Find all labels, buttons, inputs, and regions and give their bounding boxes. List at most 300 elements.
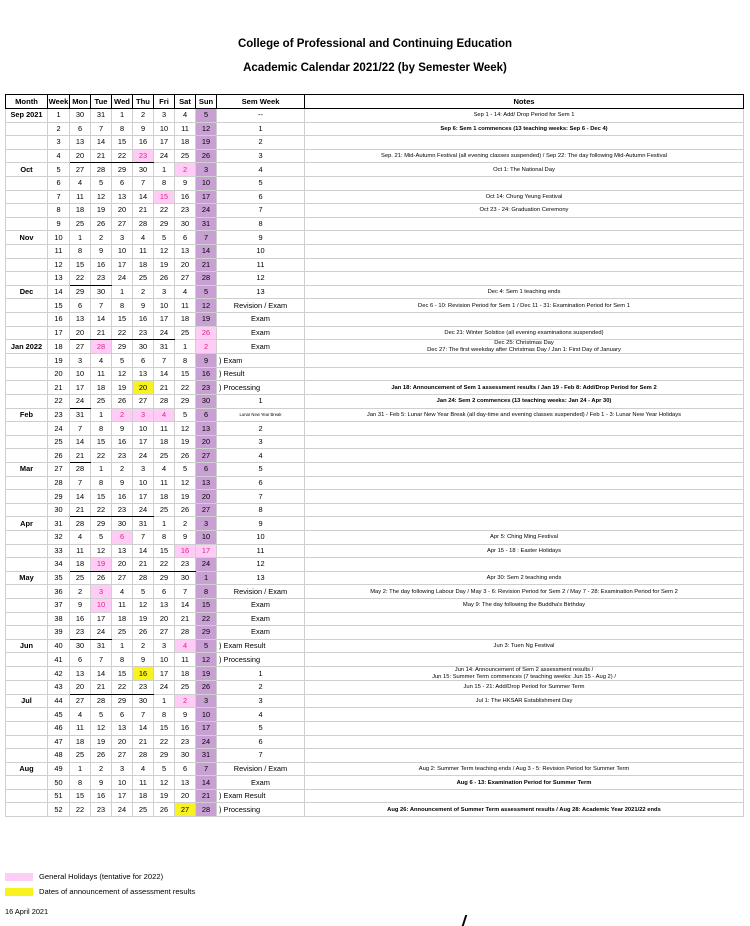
note-cell: Jan 31 - Feb 5: Lunar New Year Break (all day-time and evening classes suspended) / Feb 1 - 3: Lunar New Year Holidays: [305, 408, 744, 422]
day-cell: 25: [70, 217, 91, 231]
day-cell: 25: [175, 681, 196, 695]
day-cell: 29: [91, 517, 112, 531]
result-swatch: [5, 888, 33, 896]
day-cell: 17: [91, 612, 112, 626]
day-cell: 24: [112, 803, 133, 817]
week-cell: 43: [48, 681, 70, 695]
day-cell: 4: [133, 762, 154, 776]
day-cell: 7: [133, 531, 154, 545]
day-cell: 29: [70, 285, 91, 299]
day-cell: 15: [91, 435, 112, 449]
note-cell: Aug 6 - 13: Examination Period for Summer Term: [305, 776, 744, 790]
day-cell: 22: [154, 204, 175, 218]
month-cell: [6, 721, 48, 735]
day-cell: 9: [175, 531, 196, 545]
sem-week-cell: 4: [217, 449, 305, 463]
day-cell: 20: [70, 149, 91, 163]
day-cell: 7: [196, 231, 217, 245]
sem-week-cell: 1: [217, 122, 305, 136]
day-cell: 13: [196, 422, 217, 436]
day-cell: 1: [175, 340, 196, 354]
calendar-row: [6, 666, 744, 680]
day-cell: 6: [112, 708, 133, 722]
day-cell: 22: [154, 558, 175, 572]
day-cell: 31: [91, 639, 112, 653]
day-cell: 23: [175, 558, 196, 572]
sem-week-cell: 10: [217, 531, 305, 545]
day-cell: 7: [133, 176, 154, 190]
day-cell: 3: [154, 109, 175, 123]
calendar-row: [6, 312, 744, 326]
calendar-row: [6, 149, 744, 163]
day-cell: 18: [70, 735, 91, 749]
note-cell: [305, 449, 744, 463]
sem-week-cell: Exam: [217, 326, 305, 340]
week-cell: 3: [48, 136, 70, 150]
day-cell: 28: [196, 803, 217, 817]
note-cell: Jun 15 - 21: Add/Drop Period for Summer Term: [305, 681, 744, 695]
day-cell: 11: [91, 367, 112, 381]
day-cell: 6: [175, 762, 196, 776]
sem-week-cell: 12: [217, 558, 305, 572]
note-cell: Jun 14: Announcement of Sem 2 assessment results / Jun 15: Summer Term commences (7 teaching weeks: Jun 15 - Aug 2) /: [305, 666, 744, 680]
page-subtitle: Academic Calendar 2021/22 (by Semester Week): [243, 62, 507, 74]
sem-week-cell: 9: [217, 517, 305, 531]
day-cell: 11: [70, 544, 91, 558]
day-cell: 11: [133, 776, 154, 790]
calendar-row: [6, 272, 744, 286]
calendar-row: [6, 190, 744, 204]
day-cell: 25: [175, 326, 196, 340]
day-cell: 14: [196, 244, 217, 258]
issue-date: 16 April 2021: [5, 907, 49, 916]
day-cell: 27: [154, 626, 175, 640]
calendar-row: [6, 776, 744, 790]
day-cell: 16: [133, 136, 154, 150]
day-cell: 6: [112, 176, 133, 190]
day-cell: 12: [175, 476, 196, 490]
day-cell: 17: [133, 435, 154, 449]
calendar-row: [6, 517, 744, 531]
month-cell: Jan 2022: [6, 340, 48, 354]
day-cell: 1: [112, 109, 133, 123]
week-cell: 52: [48, 803, 70, 817]
day-cell: 18: [133, 789, 154, 803]
day-cell: 9: [133, 122, 154, 136]
day-cell: 1: [91, 463, 112, 477]
day-cell: 31: [196, 749, 217, 763]
day-cell: 11: [154, 476, 175, 490]
day-cell: 9: [175, 708, 196, 722]
sem-week-cell: 11: [217, 544, 305, 558]
sem-week-cell: 2: [217, 136, 305, 150]
month-cell: [6, 435, 48, 449]
day-cell: 30: [112, 517, 133, 531]
day-cell: 14: [175, 598, 196, 612]
day-cell: 2: [133, 109, 154, 123]
day-cell: 23: [91, 803, 112, 817]
day-cell: 18: [175, 136, 196, 150]
day-cell: 1: [154, 163, 175, 177]
day-cell: 6: [70, 653, 91, 667]
day-cell: 3: [70, 354, 91, 368]
day-cell: 26: [91, 749, 112, 763]
month-cell: [6, 422, 48, 436]
day-cell: 11: [175, 653, 196, 667]
day-cell: 20: [133, 381, 154, 395]
day-cell: 2: [133, 639, 154, 653]
day-cell: 25: [154, 503, 175, 517]
day-cell: 19: [196, 312, 217, 326]
page-title: College of Professional and Continuing Education: [237, 38, 513, 50]
calendar-row: [6, 708, 744, 722]
day-cell: 20: [175, 258, 196, 272]
day-cell: 21: [91, 149, 112, 163]
day-cell: 30: [91, 285, 112, 299]
day-cell: 22: [91, 503, 112, 517]
note-cell: Aug 26: Announcement of Summer Term assessment results / Aug 28: Academic Year 2021/22 ends: [305, 803, 744, 817]
note-cell: [305, 435, 744, 449]
calendar-row: [6, 136, 744, 150]
sem-week-cell: 5: [217, 721, 305, 735]
day-cell: 31: [196, 217, 217, 231]
day-cell: 5: [175, 408, 196, 422]
week-cell: 40: [48, 639, 70, 653]
day-cell: 15: [70, 789, 91, 803]
day-cell: 21: [91, 326, 112, 340]
month-cell: [6, 367, 48, 381]
day-cell: 27: [112, 571, 133, 585]
day-cell: 25: [112, 626, 133, 640]
calendar-row: [6, 531, 744, 545]
day-cell: 9: [91, 776, 112, 790]
day-cell: 3: [154, 285, 175, 299]
calendar-row: [6, 789, 744, 803]
note-cell: Dec 4: Sem 1 teaching ends: [305, 285, 744, 299]
header-row: [6, 95, 744, 109]
day-cell: 22: [112, 149, 133, 163]
day-cell: 9: [91, 244, 112, 258]
day-cell: 7: [91, 299, 112, 313]
note-cell: [305, 708, 744, 722]
week-cell: 46: [48, 721, 70, 735]
day-cell: 10: [133, 422, 154, 436]
day-cell: 7: [91, 653, 112, 667]
day-cell: 5: [91, 708, 112, 722]
day-cell: 28: [70, 463, 91, 477]
day-cell: 2: [112, 408, 133, 422]
sem-week-cell: 12: [217, 272, 305, 286]
day-cell: 19: [91, 204, 112, 218]
day-cell: 21: [133, 558, 154, 572]
week-cell: 12: [48, 258, 70, 272]
day-cell: 27: [133, 395, 154, 409]
note-cell: [305, 612, 744, 626]
calendar-row: [6, 231, 744, 245]
day-cell: 9: [133, 653, 154, 667]
day-cell: 13: [112, 190, 133, 204]
day-cell: 16: [175, 721, 196, 735]
day-cell: 10: [133, 476, 154, 490]
day-cell: 6: [175, 231, 196, 245]
day-cell: 22: [196, 612, 217, 626]
calendar-row: [6, 381, 744, 395]
month-cell: [6, 681, 48, 695]
day-cell: 3: [133, 463, 154, 477]
calendar-row: [6, 571, 744, 585]
day-cell: 24: [133, 503, 154, 517]
day-cell: 9: [70, 598, 91, 612]
day-cell: 17: [70, 381, 91, 395]
calendar-row: [6, 395, 744, 409]
day-cell: 5: [91, 531, 112, 545]
day-cell: 23: [91, 272, 112, 286]
sem-week-cell: 5: [217, 176, 305, 190]
note-cell: Dec 6 - 10: Revision Period for Sem 1 / Dec 11 - 31: Examination Period for Sem 1: [305, 299, 744, 313]
day-cell: 4: [154, 408, 175, 422]
day-cell: 1: [91, 408, 112, 422]
day-cell: 13: [112, 544, 133, 558]
sem-week-cell: 8: [217, 217, 305, 231]
month-cell: [6, 735, 48, 749]
day-cell: 30: [175, 571, 196, 585]
note-cell: Apr 15 - 18 : Easter Holidays: [305, 544, 744, 558]
day-cell: 5: [196, 639, 217, 653]
note-cell: [305, 272, 744, 286]
day-cell: 6: [154, 585, 175, 599]
note-cell: [305, 231, 744, 245]
day-cell: 13: [175, 244, 196, 258]
note-cell: [305, 653, 744, 667]
calendar-row: [6, 204, 744, 218]
day-cell: 30: [175, 217, 196, 231]
day-cell: 4: [175, 639, 196, 653]
calendar-row: [6, 463, 744, 477]
week-cell: 6: [48, 176, 70, 190]
legend-holidays: [5, 872, 163, 881]
day-cell: 6: [70, 122, 91, 136]
note-cell: [305, 217, 744, 231]
day-cell: 2: [175, 163, 196, 177]
sem-week-cell: Exam: [217, 776, 305, 790]
note-cell: [305, 490, 744, 504]
day-cell: 25: [175, 149, 196, 163]
note-cell: [305, 312, 744, 326]
day-cell: 3: [112, 762, 133, 776]
week-cell: 41: [48, 653, 70, 667]
day-cell: 12: [154, 244, 175, 258]
day-cell: 3: [196, 694, 217, 708]
day-cell: 18: [175, 666, 196, 680]
sem-week-cell: 11: [217, 258, 305, 272]
day-cell: 5: [196, 285, 217, 299]
day-cell: 20: [112, 735, 133, 749]
day-cell: 15: [91, 490, 112, 504]
note-cell: Dec 21: Winter Solstice (all evening examinations suspended): [305, 326, 744, 340]
header-tue: Tue: [91, 95, 112, 109]
day-cell: 19: [133, 612, 154, 626]
sem-week-cell: ) Exam Result: [217, 789, 305, 803]
day-cell: 28: [175, 626, 196, 640]
sem-week-cell: Exam: [217, 612, 305, 626]
month-cell: [6, 558, 48, 572]
note-cell: [305, 136, 744, 150]
week-cell: 7: [48, 190, 70, 204]
day-cell: 11: [133, 244, 154, 258]
day-cell: 2: [112, 463, 133, 477]
calendar-row: [6, 285, 744, 299]
sem-week-cell: 6: [217, 735, 305, 749]
note-cell: Sep. 21: Mid-Autumn Festival (all evening classes suspended) / Sep 22: The day following Mid-Autumn Festival: [305, 149, 744, 163]
day-cell: 2: [70, 585, 91, 599]
day-cell: 15: [70, 258, 91, 272]
day-cell: 22: [70, 272, 91, 286]
day-cell: 1: [70, 231, 91, 245]
week-cell: 17: [48, 326, 70, 340]
month-cell: Sep 2021: [6, 109, 48, 123]
day-cell: 10: [70, 367, 91, 381]
day-cell: 15: [112, 666, 133, 680]
week-cell: 25: [48, 435, 70, 449]
calendar-row: [6, 217, 744, 231]
day-cell: 24: [70, 395, 91, 409]
day-cell: 24: [133, 449, 154, 463]
sem-week-cell: 10: [217, 244, 305, 258]
sem-week-cell: Exam: [217, 598, 305, 612]
calendar-row: [6, 326, 744, 340]
sem-week-cell: 1: [217, 666, 305, 680]
calendar-row: [6, 612, 744, 626]
week-cell: 29: [48, 490, 70, 504]
day-cell: 27: [175, 272, 196, 286]
calendar-row: [6, 803, 744, 817]
header-week: Week: [48, 95, 70, 109]
note-cell: [305, 558, 744, 572]
day-cell: 10: [196, 176, 217, 190]
calendar-row: [6, 490, 744, 504]
calendar-row: [6, 354, 744, 368]
day-cell: 15: [112, 136, 133, 150]
sem-week-cell: ) Result: [217, 367, 305, 381]
day-cell: 19: [91, 558, 112, 572]
month-cell: [6, 354, 48, 368]
day-cell: 17: [112, 258, 133, 272]
week-cell: 19: [48, 354, 70, 368]
day-cell: 23: [112, 449, 133, 463]
day-cell: 8: [91, 476, 112, 490]
day-cell: 27: [70, 163, 91, 177]
week-cell: 47: [48, 735, 70, 749]
day-cell: 5: [154, 231, 175, 245]
day-cell: 18: [70, 204, 91, 218]
calendar-row: [6, 503, 744, 517]
day-cell: 28: [70, 517, 91, 531]
day-cell: 27: [196, 449, 217, 463]
header-mon: Mon: [70, 95, 91, 109]
day-cell: 14: [91, 312, 112, 326]
header-fri: Fri: [154, 95, 175, 109]
calendar-row: [6, 408, 744, 422]
month-cell: Jul: [6, 694, 48, 708]
day-cell: 23: [133, 149, 154, 163]
day-cell: 8: [112, 122, 133, 136]
day-cell: 1: [154, 694, 175, 708]
sem-week-cell: Revision / Exam: [217, 585, 305, 599]
day-cell: 28: [133, 217, 154, 231]
header-wed: Wed: [112, 95, 133, 109]
month-cell: [6, 585, 48, 599]
day-cell: 3: [154, 639, 175, 653]
day-cell: 3: [196, 163, 217, 177]
day-cell: 21: [154, 381, 175, 395]
day-cell: 19: [112, 381, 133, 395]
note-cell: Apr 30: Sem 2 teaching ends: [305, 571, 744, 585]
day-cell: 26: [196, 681, 217, 695]
day-cell: 21: [133, 735, 154, 749]
calendar-row: [6, 681, 744, 695]
day-cell: 13: [70, 666, 91, 680]
month-cell: [6, 544, 48, 558]
day-cell: 2: [133, 285, 154, 299]
day-cell: 16: [91, 789, 112, 803]
week-cell: 42: [48, 666, 70, 680]
legend-holidays-label: General Holidays (tentative for 2022): [39, 872, 164, 881]
day-cell: 28: [133, 571, 154, 585]
sem-week-cell: 3: [217, 694, 305, 708]
day-cell: 1: [112, 285, 133, 299]
day-cell: 15: [196, 598, 217, 612]
day-cell: 7: [175, 585, 196, 599]
calendar-row: [6, 476, 744, 490]
month-cell: Oct: [6, 163, 48, 177]
note-cell: Sep 6: Sem 1 commences (13 teaching weeks: Sep 6 - Dec 4): [305, 122, 744, 136]
day-cell: 18: [175, 312, 196, 326]
note-cell: May 2: The day following Labour Day / May 3 - 6: Revision Period for Sem 2 / May 7 - 28: Examination Period for Sem 2: [305, 585, 744, 599]
day-cell: 14: [133, 190, 154, 204]
week-cell: 8: [48, 204, 70, 218]
day-cell: 29: [154, 749, 175, 763]
week-cell: 33: [48, 544, 70, 558]
month-cell: [6, 299, 48, 313]
day-cell: 12: [91, 721, 112, 735]
day-cell: 8: [91, 422, 112, 436]
day-cell: 23: [70, 626, 91, 640]
day-cell: 5: [91, 176, 112, 190]
calendar-row: [6, 653, 744, 667]
calendar-row: [6, 299, 744, 313]
day-cell: 2: [196, 340, 217, 354]
day-cell: 13: [154, 598, 175, 612]
day-cell: 7: [91, 122, 112, 136]
day-cell: 27: [112, 749, 133, 763]
week-cell: 11: [48, 244, 70, 258]
day-cell: 4: [70, 708, 91, 722]
day-cell: 3: [91, 585, 112, 599]
note-cell: [305, 463, 744, 477]
calendar-row: [6, 435, 744, 449]
month-cell: [6, 204, 48, 218]
day-cell: 17: [133, 490, 154, 504]
day-cell: 26: [175, 503, 196, 517]
sem-week-cell: 2: [217, 681, 305, 695]
day-cell: 25: [133, 803, 154, 817]
sem-week-cell: Lunar New Year Break: [217, 408, 305, 422]
day-cell: 23: [175, 735, 196, 749]
calendar-row: [6, 585, 744, 599]
week-cell: 24: [48, 422, 70, 436]
calendar-row: [6, 639, 744, 653]
day-cell: 19: [175, 490, 196, 504]
